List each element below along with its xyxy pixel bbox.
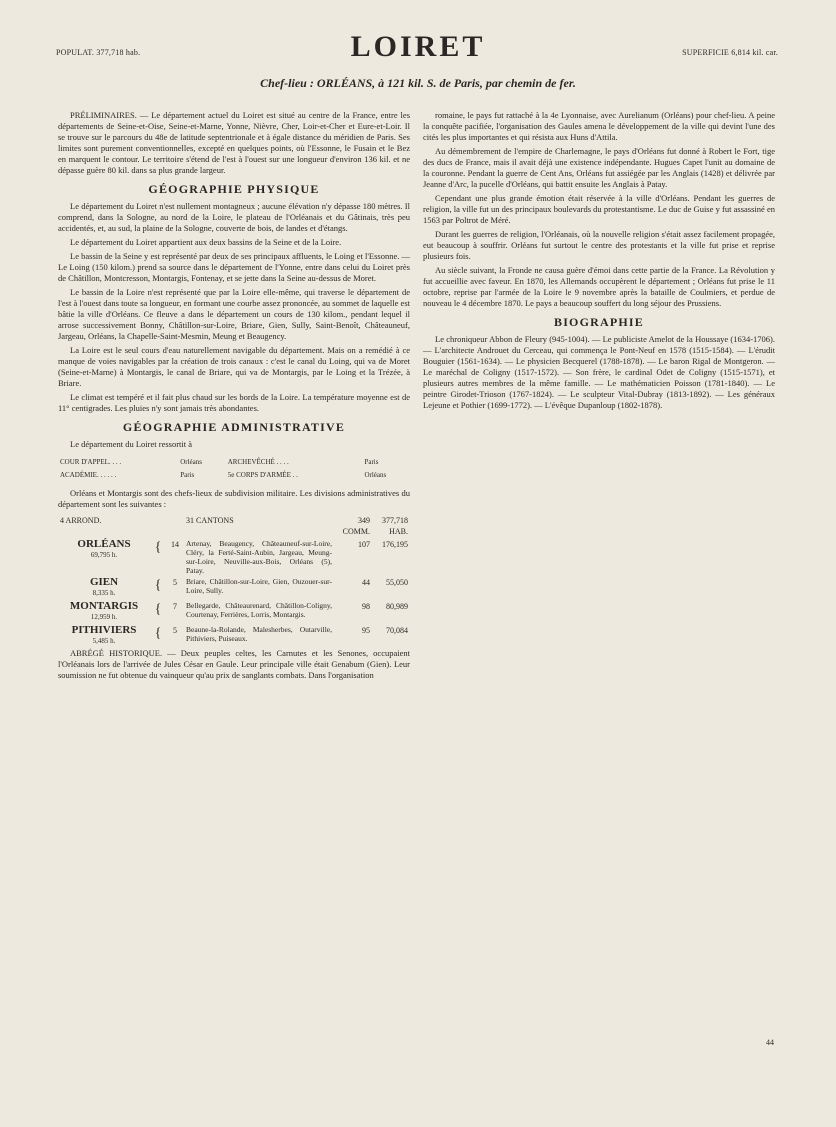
court-cell: COUR D'APPEL. . . . — [60, 458, 122, 466]
superficie-label: SUPERFICIE 6,814 kil. car. — [682, 48, 778, 57]
canton-list: Artenay, Beaugency, Châteauneuf-sur-Loire, Cléry, la Ferté-Saint-Aubin, Jargeau, Meung-sur-Loire, Neuville-aux-Bois, Orléans (5), Patay. — [186, 539, 332, 575]
arrondissement-table — [58, 514, 410, 648]
left-column — [58, 110, 410, 684]
arrondissement-pop: 5,485 h. — [92, 637, 116, 645]
court-cell: Paris — [180, 471, 195, 479]
geo-phys-paragraph: Le département du Loiret n'est nullement montagneux ; aucune élévation n'y dépasse 180 mètres. Il comprend, dans la Sologne, au nord de la Loire, le plateau de l'Orléanais et du Gâtinais, très peu accidentés, et, au sud, la plaine de la Sologne, couverte de bois, de landes et d'étangs. — [58, 201, 410, 233]
table-row — [58, 538, 410, 576]
geo-admin-intro: Le département du Loiret ressortit à — [70, 439, 193, 449]
department-title: LOIRET — [350, 30, 486, 63]
habitants-count: 70,084 — [386, 626, 408, 635]
canton-list: Beaune-la-Rolande, Malesherbes, Outarville, Pithiviers, Puiseaux. — [186, 625, 332, 643]
history-paragraph: Au siècle suivant, la Fronde ne causa guère d'émoi dans cette partie de la France. La Révolution y fut accueillie avec faveur. En 1870, les Allemands occupèrent le département ; Orléans fut prise le 11 octobre, reprise par l'armée de la Loire le 9 novembre après la bataille de Coulmiers, et perdue de nouveau le 4 décembre 1870. Le pays a beaucoup souffert du long séjour des Prussiens. — [423, 265, 775, 308]
commune-count: 95 — [362, 626, 370, 635]
arrondissement-pop: 8,335 h. — [92, 589, 116, 597]
geo-phys-paragraph: Le département du Loiret appartient aux deux bassins de la Seine et de la Loire. — [70, 237, 342, 247]
geo-phys-paragraph: Le climat est tempéré et il fait plus chaud sur les bords de la Loire. La température moyenne est de 11° centigrades. Les pluies n'y sont jamais très abondantes. — [58, 392, 410, 413]
court-cell: Orléans — [180, 458, 202, 466]
commune-count: 107 — [358, 540, 370, 549]
abrege-historique-paragraph: ABRÉGÉ HISTORIQUE. — Deux peuples celtes, les Carnutes et les Senones, occupaient l'Orléanais lors de l'arrivée de Jules César en Gaule. Leur principale ville était Genabum (Gien). Leur soumission ne fut obtenue du vainqueur qu'au prix de sanglants combats. Dans l'organisation — [58, 648, 410, 680]
population-label: POPULAT. 377,718 hab. — [56, 48, 141, 57]
table-header-row — [58, 514, 410, 538]
geographie-physique-heading: GÉOGRAPHIE PHYSIQUE — [148, 182, 320, 196]
table-row — [58, 600, 410, 624]
arrondissement-name: GIEN — [89, 576, 119, 588]
cantons-count: 5 — [173, 578, 177, 587]
brace: { — [154, 578, 162, 593]
cantons-count: 5 — [173, 626, 177, 635]
court-cell: Paris — [364, 458, 379, 466]
court-table — [58, 456, 410, 482]
habitants-count: 55,050 — [386, 578, 408, 587]
court-cell: Orléans — [364, 471, 387, 479]
chef-lieu-line: Chef-lieu : ORLÉANS, à 121 kil. S. de Paris, par chemin de fer. — [260, 76, 576, 90]
admin-note: Orléans et Montargis sont des chefs-lieux de subdivision militaire. Les divisions administratives du département sont les suivantes : — [58, 488, 410, 509]
brace: { — [154, 602, 162, 617]
biographie-heading: BIOGRAPHIE — [553, 315, 644, 329]
right-column — [423, 110, 775, 414]
court-cell: ARCHEVÊCHÉ . . . . — [227, 458, 289, 466]
habitants-count: 80,989 — [386, 602, 408, 611]
page-number: 44 — [766, 1038, 774, 1047]
court-cell: 5e CORPS D'ARMÉE . . — [227, 471, 298, 479]
habitants-count: 176,195 — [382, 540, 408, 549]
history-paragraph: Durant les guerres de religion, l'Orléanais, où la nouvelle religion s'était assez facilement propagée, eut beaucoup à souffrir. Orléans fut surtout le centre des protestants et la ville fut prise et reprise plusieurs fois. — [423, 229, 775, 261]
arrondissement-name: ORLÉANS — [77, 538, 131, 550]
court-cell: ACADÉMIE. . . . . . — [60, 471, 117, 479]
history-paragraph: Cependant une plus grande émotion était réservée à la ville d'Orléans. Pendant les guerres de religion, la ville fut un des principaux boulevards du protestantisme. Le duc de Guise y fut assassiné en 1563 par Poltrot de Méré. — [423, 193, 775, 225]
cantons-count: 7 — [173, 602, 177, 611]
table-row — [58, 624, 410, 648]
arrondissement-pop: 12,959 h. — [90, 613, 118, 621]
arrondissement-pop: 69,795 h. — [90, 551, 118, 559]
brace: { — [154, 540, 162, 555]
commune-count: 44 — [362, 578, 370, 587]
canton-list: Bellegarde, Châteaurenard, Châtillon-Coligny, Courtenay, Ferrières, Lorris, Montargis. — [186, 601, 332, 619]
header-cell: 377,718 HAB. — [382, 516, 408, 536]
commune-count: 98 — [362, 602, 370, 611]
arrondissement-name: MONTARGIS — [69, 600, 139, 612]
history-paragraph: Au démembrement de l'empire de Charlemagne, le pays d'Orléans fut donné à Robert le Fort, tige des ducs de France, mais il avait déjà une existence indépendante. Hugues Capet l'unit au domaine de la couronne. Pendant la guerre de Cent Ans, Orléans fut assiégée par les Anglais (1428) et délivrée par Jeanne d'Arc, la pucelle d'Orléans, qui battit ensuite les Anglais à Patay. — [423, 146, 775, 189]
brace: { — [154, 626, 162, 641]
geo-phys-paragraph: Le bassin de la Loire n'est représenté que par la Loire elle-même, qui traverse le département de l'est à l'ouest dans toute sa longueur, en formant une courbe assez prononcée, au sommet de laquelle est bâtie la ville d'Orléans. Ce fleuve a dans le département un cours de 130 kilom., pendant lequel il arrose successivement Bonny, Châtillon-sur-Loire, Briare, Gien, Sully, Saint-Benoît, Châteauneuf, Jargeau, Orléans, la Chapelle-Saint-Mesmin, Meung et Beaugency. — [58, 287, 410, 341]
header-cell: 31 CANTONS — [186, 516, 234, 525]
geo-phys-paragraph: La Loire est le seul cours d'eau naturellement navigable du département. Mais on a remédié à ce manque de voies navigables par la création de trois canaux : c'est le canal du Loing, qui va de Moret (Seine-et-Marne) à Montargis, le canal de Briare, qui va de Montargis, par le Loing et la Trézée, à Briare. — [58, 345, 410, 388]
preliminaires-paragraph: PRÉLIMINAIRES. — Le département actuel du Loiret est situé au centre de la France, entre les départements de Seine-et-Oise, Seine-et-Marne, Yonne, Nièvre, Cher, Loir-et-Cher et Eure-et-Loir. Il se trouve sur le parcours du 48e de latitude septentrionale et à égale distance du méridien de Paris. Ses limites sont purement conventionnelles, excepté en quelques points, où l'Essonne, le Fusain et le Bez en marquent le contour. Le territoire s'étend de l'est à l'ouest sur une longueur d'environ 136 kil. et ne dépasse guère 80 kil. dans sa plus grande largeur. — [58, 110, 410, 175]
header-cell: 4 ARROND. — [60, 516, 102, 525]
biographie-paragraph: Le chroniqueur Abbon de Fleury (945-1004). — Le publiciste Amelot de la Houssaye (1634-1706). — L'architecte Androuet du Cerceau, qui commença le Pont-Neuf en 1578 (1515-1584). — L'érudit Bouguier (1561-1634). — Le physicien Becquerel (1788-1878). — Le baron Rigal de Montgeron. — Le maréchal de Coligny (1517-1572). — Son frère, le cardinal Odet de Coligny (1515-1571), et plusieurs autres membres de la même famille. — Le mathématicien Poisson (1781-1840). — Le peintre Girodet-Trioson (1767-1824). — Le sculpteur Vital-Dubray (1813-1892). — Les généraux Lejeune et Pothier (1699-1772). — L'évêque Dupanloup (1802-1878). — [423, 334, 775, 410]
arrondissement-name: PITHIVIERS — [71, 624, 137, 636]
history-paragraph: romaine, le pays fut rattaché à la 4e Lyonnaise, avec Aurelianum (Orléans) pour chef-lieu. A peine la conquête pacifiée, l'organisation des Gaules amena le développement de la ville qui devint l'une des cités les plus importantes et qui résista aux Huns d'Attila. — [423, 110, 775, 142]
cantons-count: 14 — [171, 540, 179, 549]
header-cell: 349 COMM. — [342, 516, 370, 536]
canton-list: Briare, Châtillon-sur-Loire, Gien, Ouzouer-sur-Loire, Sully. — [186, 577, 332, 595]
geographie-administrative-heading: GÉOGRAPHIE ADMINISTRATIVE — [122, 420, 346, 434]
table-row — [58, 576, 410, 600]
geo-phys-paragraph: Le bassin de la Seine y est représenté par deux de ses principaux affluents, le Loing et l'Essonne. — Le Loing (150 kilom.) prend sa source dans le département de l'Yonne, entre dans celui du Loiret près de Châtillon, Montcresson, Montargis, Fontenay, et se jette dans la Seine au-dessus de Moret. — [58, 251, 410, 283]
